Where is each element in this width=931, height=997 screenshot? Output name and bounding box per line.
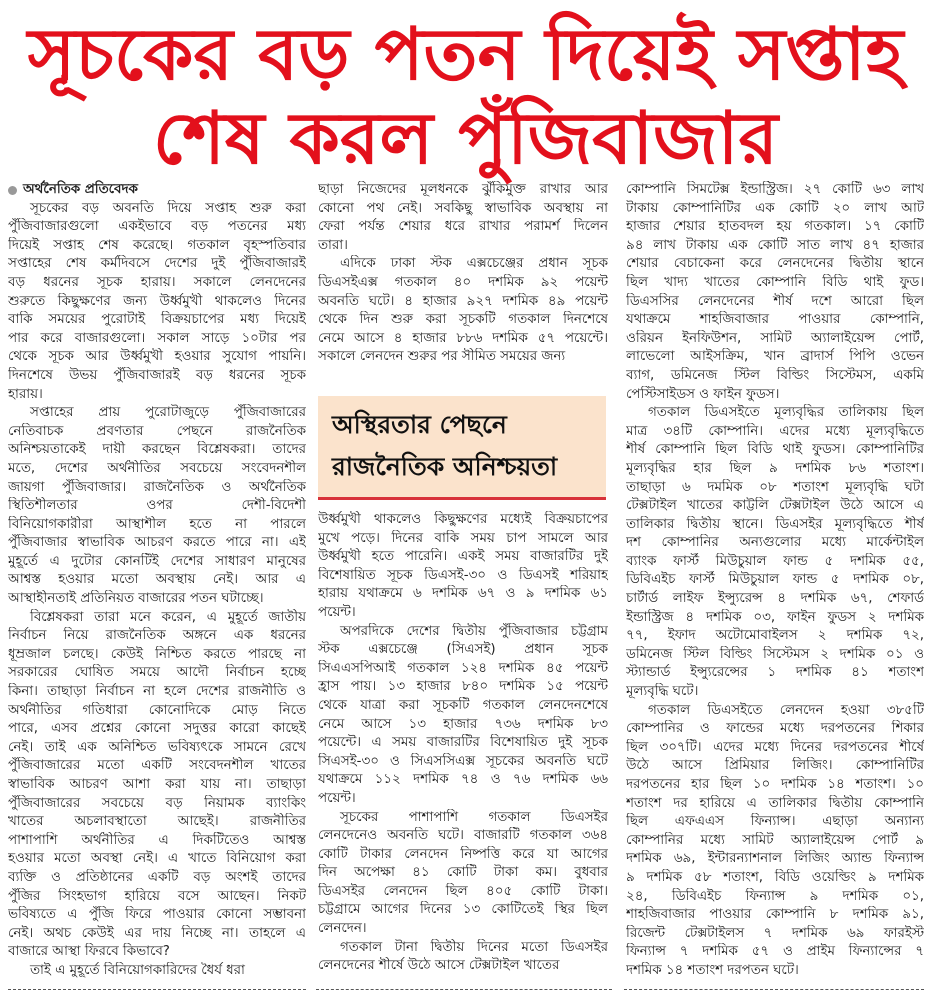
paragraph-line: ডিএসসির লেনদেনের শীর্ষ দশে আরো ছিল bbox=[626, 293, 924, 309]
column-divider-3 bbox=[624, 989, 924, 990]
paragraph-line: সকালে লেনদেন শুরুর পর সীমিত সময়ের জন্য bbox=[318, 349, 566, 365]
paragraph-line: উর্ধ্বমুখী থাকলেও কিছুক্ষণের মধ্যেই বিক্রয়চাপের bbox=[318, 512, 608, 527]
paragraph-line: ব্যাগ, ডমিনেজ স্টিল বিল্ডিং সিস্টেমস, একমি bbox=[626, 367, 924, 383]
paragraph-line: শেয়ার বেচাকেনা করে লেনদেনের দ্বিতীয় স্থানে bbox=[626, 256, 924, 272]
pull-quote-box bbox=[318, 396, 606, 500]
paragraph-line: ৭৭, ইফাদ অটোমোবাইলস ২ দশমিক ৭২, bbox=[626, 628, 924, 644]
paragraph-line: চার্টার্ড লাইফ ইন্স্যুরেন্স ৪ দশমিক ৬৭, শেফার্ড bbox=[626, 591, 924, 607]
paragraph-line: এদিকে ঢাকা স্টক এক্সচেঞ্জের প্রধান সূচক bbox=[340, 256, 608, 272]
paragraph-line: দিন অপেক্ষা ৪১ কোটি টাকা কম। বুধবার bbox=[318, 865, 608, 881]
paragraph-line: অর্থনীতির গতিধারা কোনোদিকে মোড় নিতে bbox=[8, 702, 306, 718]
paragraph-line: অবনতি ঘটে। ৪ হাজার ৯২৭ দশমিক ৪৯ পয়েন্ট bbox=[318, 293, 608, 309]
paragraph-line: খাতের অচলাবস্থাতো আছেই। রাজনীতির bbox=[8, 814, 306, 830]
paragraph-line: পারে, এসব প্রশ্নের কোনো সদুত্তর কারো কাছেই bbox=[8, 721, 306, 737]
byline-text: অর্থনৈতিক প্রতিবেদক bbox=[23, 182, 138, 197]
paragraph-line: লাভেলো আইসক্রিম, খান ব্রাদার্স পিপি ওভেন bbox=[626, 349, 924, 365]
paragraph-line: টেক্সটাইল খাতের কাট্টলি টেক্সটাইল উঠে আসে এ bbox=[626, 498, 924, 514]
paragraph-line: মুহূর্তে এ দুটোর কোনটিই দেশের সাধারণ মানুষের bbox=[8, 553, 306, 569]
paragraph-line: কোটি টাকার লেনদেন নিষ্পত্তি করে যা আগের bbox=[318, 846, 608, 862]
paragraph-line: ২৪, ডিবিএইচ ফিন্যান্স ৯ দশমিক ০১, bbox=[626, 888, 924, 904]
paragraph-line: গতকাল ডিএসইতে লেনদেন হওয়া ৩৮৫টি bbox=[648, 702, 924, 718]
paragraph-line: ব্যক্তি ও প্রতিষ্ঠানের একটি বড় অংশই তাদের bbox=[8, 869, 306, 885]
paragraph-line: ধূম্রজাল চলছে। কেউই নিশ্চিত করতে পারছে না bbox=[8, 646, 306, 662]
paragraph-line: সিএসই-৩০ ও সিএসসিএক্স সূচকের অবনতি ঘটে bbox=[318, 753, 608, 769]
paragraph-line: মাত্র ৩৪টি কোম্পানি। এদের মধ্যে মূল্যবৃদ্ধিতে bbox=[626, 423, 924, 439]
bullet-icon bbox=[8, 186, 17, 195]
headline-line-2: শেষ করল পুঁজিবাজার bbox=[152, 96, 778, 180]
paragraph-line: ডিএসইএক্স গতকাল ৪০ দশমিক ৯২ পয়েন্ট bbox=[318, 274, 608, 290]
column-divider-2 bbox=[316, 989, 612, 990]
paragraph-line: নেমে আসে ৪ হাজার ৮৮৬ দশমিক ৫৭ পয়েন্টে। bbox=[318, 330, 608, 346]
paragraph-line: রিজেন্ট টেক্সটাইলস ৭ দশমিক ৬৯ ফারইস্ট bbox=[626, 925, 924, 941]
paragraph-line: ছাড়া নিজেদের মূলধনকে ঝুঁকিমুক্ত রাখার আর bbox=[318, 182, 608, 197]
paragraph-line: তালিকার দ্বিতীয় স্থানে। ডিএসইর মূল্যবৃদ্ধিতে শীর্ষ bbox=[626, 516, 924, 532]
paragraph-line: বাকি সময়ের পুরোটাই বিক্রয়চাপের মধ্য দিয়েই bbox=[8, 312, 306, 328]
paragraph-line: হাজার শেয়ার হাতবদল হয় গতকাল। ১৭ কোটি bbox=[626, 219, 924, 235]
paragraph-line: সূচকের পাশাপাশি গতকাল ডিএসইর bbox=[340, 809, 608, 825]
paragraph-line: পয়েন্ট। bbox=[318, 790, 356, 806]
paragraph-line: মূল্যবৃদ্ধির হার ছিল ৯ দশমিক ৮৬ শতাংশ। bbox=[626, 460, 924, 476]
paragraph-line: শাহজিবাজার পাওয়ার কোম্পানি ৮ দশমিক ৯১, bbox=[626, 907, 924, 923]
article-column-2-bottom bbox=[318, 511, 608, 976]
paragraph-line: পার করে বাজারগুলো। সকাল সাড়ে ১০টার পর bbox=[8, 330, 306, 346]
column-divider-1 bbox=[8, 989, 306, 990]
paragraph-line: শীর্ষ কোম্পানি ছিল বিডি থাই ফুডস। কোম্পানিটির bbox=[626, 442, 924, 458]
paragraph-line: ছিল খাদ্য খাতের কোম্পানি বিডি থাই ফুড। bbox=[626, 274, 924, 290]
paragraph-line: শতাংশ দর হারিয়ে এ তালিকার দ্বিতীয় কোম্পানি bbox=[626, 795, 924, 811]
paragraph-line: থেকে সূচক আর উর্ধ্বমুখী হওয়ার সুযোগ পায়নি। bbox=[8, 349, 306, 365]
paragraph-line: দশমিক ৬৯, ইন্টারন্যাশনাল লিজিং অ্যান্ড ফিন্যান্স bbox=[626, 851, 924, 867]
paragraph-line: সূচকের বড় অবনতি দিয়ে সপ্তাহ শুরু করা bbox=[30, 200, 306, 216]
paragraph-line: পয়েন্টে। এ সময় বাজারটির বিশেষায়িত দুই সূচক bbox=[318, 735, 608, 751]
paragraph-line: পুঁজিবাজারগুলো একইভাবে বড় পতনের মধ্য bbox=[8, 219, 306, 235]
paragraph-line: দশমিক ১৪ শতাংশ দরপতন ঘটে। bbox=[626, 962, 799, 978]
paragraph-line: পুঁজিবাজারের সবচেয়ে বড় নিয়ামক ব্যাংকিং bbox=[8, 795, 306, 811]
paragraph-line: নেই। তাই এক অনিশ্চিত ভবিষ্যৎকে সামনে রেখে bbox=[8, 739, 306, 755]
article-column-1 bbox=[8, 181, 306, 981]
paragraph-line: চট্টগ্রামে আগের দিনের ১৩ কোটিতেই স্থির ছিল bbox=[318, 902, 608, 918]
paragraph-line: দরপতনের হার ছিল ১০ দশমিক ১৪ শতাংশ। ১০ bbox=[626, 777, 924, 792]
paragraph-line: সরকারের ঘোষিত সময়ে আদৌ নির্বাচন হচ্ছে bbox=[8, 665, 306, 681]
paragraph-line: স্বাভাবিক আচরণ আশা করা যায় না। তাছাড়া bbox=[8, 777, 306, 792]
paragraph-line: পয়েন্ট। bbox=[318, 604, 356, 620]
headline-line-1: সূচকের বড় পতন দিয়েই সপ্তাহ bbox=[27, 12, 904, 96]
paragraph-line: কোম্পানির মধ্যে সামিট অ্যালাইয়েন্স পোর্ট ৯ bbox=[626, 832, 924, 848]
paragraph-line: হারায়। bbox=[8, 386, 43, 402]
paragraph-line: ওরিয়ন ইনফিউশন, সামিট অ্যালাইয়েন্স পোর্ট, bbox=[626, 330, 924, 346]
pull-quote-line-1: অস্থিরতার পেছনে bbox=[332, 410, 507, 439]
paragraph-line: ফেরা পর্যন্ত শেয়ার ধরে রাখার পরামর্শ দিলেন bbox=[318, 219, 608, 235]
paragraph-line: বিশ্লেষকরা তারা মনে করেন, এ মুহূর্তে জাতীয় bbox=[30, 609, 306, 625]
paragraph-line: ৯৪ লাখ টাকায় এক কোটি সাত লাখ ৪৭ হাজার bbox=[626, 237, 924, 253]
paragraph-line: ডিবিএইচ ফার্স্ট মিউচুয়াল ফান্ড ৫ দশমিক ০৮, bbox=[626, 572, 924, 588]
paragraph-line: উর্ধ্বমুখী হতে পারেনি। একই সময় বাজারটির দুই bbox=[318, 549, 608, 565]
paragraph-line: যথাক্রমে শাহজিবাজার পাওয়ার কোম্পানি, bbox=[626, 312, 924, 328]
paragraph-line: হওয়ার মতো অবস্থা নেই। এ খাতে বিনিয়োগ করা bbox=[8, 851, 306, 867]
paragraph-line: গতকাল ডিএসইতে মূল্যবৃদ্ধির তালিকায় ছিল bbox=[648, 405, 924, 421]
paragraph-line: ছিল ৩০৭টি। এদের মধ্যে দিনের দরপতনের শীর্ষে bbox=[626, 739, 924, 755]
byline bbox=[8, 181, 306, 200]
article-column-2-top bbox=[318, 181, 608, 367]
paragraph-line: ব্যাংক ফার্স্ট মিউচুয়াল ফান্ড ৫ দশমিক ৫৫, bbox=[626, 553, 924, 569]
paragraph-line: লেনদেনের শীর্ষে উঠে আসে টেক্সটাইল খাতের bbox=[318, 958, 560, 974]
paragraph-line: হারায় যথাক্রমে ৬ দশমিক ৬৭ ও ৯ দশমিক ৬১ bbox=[318, 586, 608, 602]
paragraph-line: কোনো পথ নেই। সবকিছু স্বাভাবিক অবস্থায় না bbox=[318, 200, 608, 216]
paragraph-line: থেকে যাত্রা করা সূচকটি গতকাল লেনদেনশেষে bbox=[318, 697, 608, 713]
paragraph-line: নেই। অথচ কেউই এর দায় নিচ্ছে না। তাহলে এ bbox=[8, 925, 306, 941]
paragraph-line: বিনিয়োগকারীরা আস্থাশীল হতে না পারলে bbox=[8, 516, 306, 532]
paragraph-line: ডমিনেজ স্টিল বিল্ডিং সিস্টেমস ২ দশমিক ০১ ও bbox=[626, 646, 924, 662]
paragraph-line: ইন্ডাস্ট্রিজ ৪ দশমিক ০৩, ফাইন ফুডস ২ দশমিক bbox=[626, 609, 924, 625]
paragraph-line: তাছাড়া ৬ দমমিক ০৮ শতাংশ মূল্যবৃদ্ধি ঘটা bbox=[626, 479, 924, 495]
paragraph-line: ফিন্যান্স ৭ দশমিক ৫৭ ও প্রাইম ফিন্যান্সের ৭ bbox=[626, 944, 924, 960]
paragraph-line: গতকাল টানা দ্বিতীয় দিনের মতো ডিএসইর bbox=[340, 939, 608, 955]
paragraph-line: মুখে পড়ে। দিনের বাকি সময় চাপ সামলে আর bbox=[318, 530, 608, 546]
paragraph-line: নির্বাচন নিয়ে রাজনৈতিক অঙ্গনে এক ধরনের bbox=[8, 628, 306, 644]
paragraph-line: পাশাপাশি অর্থনীতির এ দিকটিতেও আশ্বস্ত bbox=[8, 832, 306, 848]
paragraph-line: ৯ দশমিক ৫৮ শতাংশ, বিডি ওয়েল্ডিং ৯ দশমিক bbox=[626, 869, 924, 885]
paragraph-line: সপ্তাহের শেষ কর্মদিবসে দেশের দুই পুঁজিবাজারই bbox=[8, 256, 306, 272]
paragraph-line: দিয়েই সপ্তাহ শেষ করেছে। গতকাল বৃহস্পতিবার bbox=[8, 237, 306, 253]
paragraph-line: লেনদেন। bbox=[318, 921, 367, 937]
paragraph-line: নেতিবাচক প্রবণতার পেছনে রাজনৈতিক bbox=[8, 423, 306, 439]
paragraph-line: পুঁজির সিংহভাগ হারিয়ে বসে আছেন। নিকট bbox=[8, 888, 306, 904]
paragraph-line: বড় ধরনের সূচক হারায়। সকালে লেনদেনের bbox=[8, 274, 306, 290]
paragraph-line: হ্রাস পায়। ১৩ হাজার ৮৪০ দশমিক ১৫ পয়েন্ট bbox=[318, 679, 608, 695]
paragraph-line: দশ কোম্পানির অন্যগুলোর মধ্যে মার্কেন্টাইল bbox=[626, 535, 924, 551]
paragraph-line: তারা। bbox=[318, 237, 348, 253]
paragraph-line: যথাক্রমে ১১২ দশমিক ৭৪ ও ৭৬ দশমিক ৬৬ bbox=[318, 772, 608, 788]
paragraph-line: ছিল এফএএস ফিন্যান্স। এছাড়া অন্যান্য bbox=[626, 814, 924, 830]
paragraph-line: ডিএসইর লেনদেন ছিল ৪০৫ কোটি টাকা। bbox=[318, 883, 608, 899]
paragraph-line: মতে, দেশের অর্থনীতির সবচেয়ে সংবেদনশীল bbox=[8, 460, 306, 476]
paragraph-line: শুরুতে কিছুক্ষণের জন্য উর্ধ্বমুখী থাকলেও দিনের bbox=[8, 293, 306, 309]
paragraph-line: থেকে দিন শুরু করা সূচকটি গতকাল দিনশেষে bbox=[318, 312, 608, 328]
paragraph-line: লেনদেনেও অবনতি ঘটে। বাজারটি গতকাল ৩৬৪ bbox=[318, 828, 608, 844]
paragraph-line: অপরদিকে দেশের দ্বিতীয় পুঁজিবাজার চট্টগ্রাম bbox=[340, 623, 608, 639]
paragraph-line: আশ্বস্ত হওয়ার মতো অবস্থায় নেই। আর এ bbox=[8, 572, 306, 588]
paragraph-line: সিএএসপিআই গতকাল ১২৪ দশমিক ৪৫ পয়েন্ট bbox=[318, 660, 608, 676]
paragraph-line: স্থিতিশীলতার ওপর দেশী-বিদেশী bbox=[8, 498, 306, 514]
paragraph-line: নেমে আসে ১৩ হাজার ৭৩৬ দশমিক ৮৩ bbox=[318, 716, 608, 732]
paragraph-line: অনিশ্চয়তাকেই দায়ী করছেন বিশ্লেষকরা। তাদের bbox=[8, 442, 306, 458]
paragraph-line: আস্থাহীনতাই প্রতিনিয়ত বাজারের পতন ঘটাচ্ছে। bbox=[8, 591, 264, 607]
paragraph-line: দিনশেষে উভয় পুঁজিবাজারই বড় ধরনের সূচক bbox=[8, 367, 306, 383]
paragraph-line: কিনা। তাছাড়া নির্বাচন না হলে দেশের রাজনীতি ও bbox=[8, 684, 306, 700]
paragraph-line: স্টক এক্সচেঞ্জে (সিএসই) প্রধান সূচক bbox=[318, 642, 608, 658]
paragraph-line: কোম্পানির ও ফান্ডের মধ্যে দরপতনের শিকার bbox=[626, 721, 924, 737]
paragraph-line: স্ট্যান্ডার্ড ইন্স্যুরেন্সের ১ দশমিক ৪১ শতাংশ bbox=[626, 665, 924, 681]
paragraph-line: টাকায় কোম্পানিটির এক কোটি ২০ লাখ আট bbox=[626, 200, 924, 216]
paragraph-line: মূল্যবৃদ্ধি ঘটে। bbox=[626, 684, 699, 700]
pull-quote-line-2: রাজনৈতিক অনিশ্চয়তা bbox=[332, 452, 558, 481]
paragraph-line: পুঁজিবাজারের মতো একটি সংবেদনশীল খাতের bbox=[8, 758, 306, 774]
paragraph-line: সপ্তাহের প্রায় পুরোটাজুড়ে পুঁজিবাজারের bbox=[30, 405, 306, 421]
paragraph-line: তাই এ মুহূর্তে বিনিয়োগকারিদের ধৈর্য ধরা bbox=[30, 962, 245, 978]
paragraph-line: কোম্পানি সিমটেক্স ইন্ডাস্ট্রিজ। ২৭ কোটি ৬৩ লাখ bbox=[626, 182, 924, 197]
article-column-3 bbox=[626, 181, 924, 981]
paragraph-line: পুঁজিবাজার স্বাভাবিক আচরণ করতে পারে না। এই bbox=[8, 535, 306, 551]
paragraph-line: উঠে আসে প্রিমিয়ার লিজিং। কোম্পানিটির bbox=[626, 758, 924, 774]
paragraph-line: ভবিষ্যতে এ পুঁজি ফিরে পাওয়ার কোনো সম্ভাবনা bbox=[8, 907, 306, 923]
paragraph-line: বাজারে আস্থা ফিরবে কিভাবে? bbox=[8, 944, 170, 960]
paragraph-line: জায়গা পুঁজিবাজার। রাজনৈতিক ও অর্থনৈতিক bbox=[8, 479, 306, 495]
paragraph-line: পেস্টিসাইডস ও ফাইন ফুডস। bbox=[626, 386, 780, 402]
paragraph-line: বিশেষায়িত সূচক ডিএসই-৩০ ও ডিএসই শরিয়াহ bbox=[318, 567, 608, 583]
